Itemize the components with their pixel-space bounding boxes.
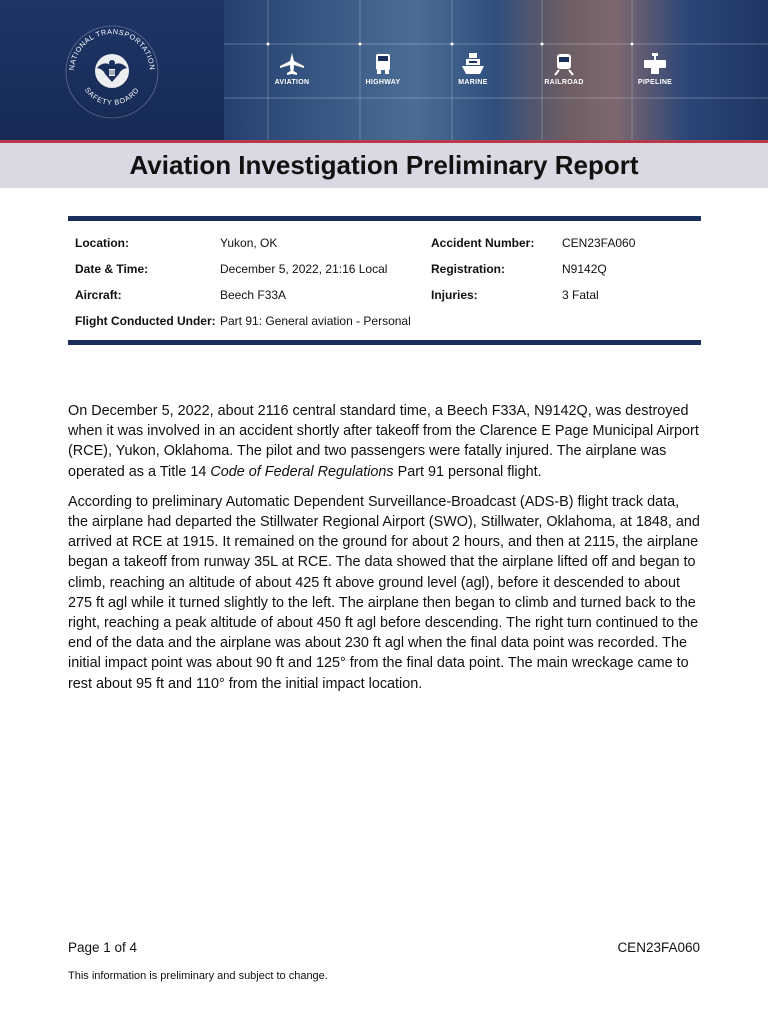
location-value: Yukon, OK	[220, 236, 278, 250]
accident-number-label: Accident Number:	[431, 236, 535, 250]
header-banner	[0, 0, 768, 140]
aircraft-label: Aircraft:	[75, 288, 122, 302]
pipeline-icon	[642, 52, 668, 76]
mode-railroad: RAILROAD	[529, 52, 599, 86]
details-row	[68, 282, 701, 308]
mode-pipeline: PIPELINE	[620, 52, 690, 86]
cfr-italic: Code of Federal Regulations	[210, 463, 394, 480]
flight-conducted-label: Flight Conducted Under:	[75, 314, 216, 328]
flight-conducted-value: Part 91: General aviation - Personal	[220, 314, 411, 328]
details-row	[68, 230, 701, 256]
accident-number-value: CEN23FA060	[562, 236, 636, 250]
report-body	[68, 401, 700, 704]
details-row	[68, 256, 701, 282]
registration-label: Registration:	[431, 262, 506, 276]
location-label: Location:	[75, 236, 129, 250]
truck-icon	[370, 52, 396, 76]
preliminary-disclaimer: This information is preliminary and subject to change.	[68, 970, 328, 982]
train-icon	[551, 52, 577, 76]
mode-aviation: AVIATION	[257, 52, 327, 86]
ship-icon	[460, 52, 486, 76]
report-details-table	[68, 216, 701, 345]
injuries-label: Injuries:	[431, 288, 478, 302]
footer-doc-number: CEN23FA060	[617, 940, 700, 955]
mode-marine: MARINE	[438, 52, 508, 86]
aircraft-value: Beech F33A	[220, 288, 287, 302]
svg-text:SAFETY BOARD: SAFETY BOARD	[82, 85, 142, 107]
datetime-label: Date & Time:	[75, 262, 149, 276]
body-paragraph-1: On December 5, 2022, about 2116 central standard time, a Beech F33A, N9142Q, was destroyed when it was involved in an accident shortly after takeoff from the Clarence E Page Municipal Airport (RCE), Yukon, Oklahoma. The pilot and two passengers were fatally injured. The airplane was operated as a Title 14 Code of Federal Regulations Part 91 personal flight.	[68, 403, 699, 480]
airplane-icon	[279, 52, 305, 76]
injuries-value: 3 Fatal	[562, 288, 599, 302]
ntsb-seal-logo	[64, 24, 160, 120]
datetime-value: December 5, 2022, 21:16 Local	[220, 262, 388, 276]
svg-text:NATIONAL TRANSPORTATION: NATIONAL TRANSPORTATION	[66, 26, 158, 71]
page-number: Page 1 of 4	[68, 940, 138, 955]
body-paragraph-2: According to preliminary Automatic Dependent Surveillance-Broadcast (ADS-B) flight track data, the airplane had departed the Stillwater Regional Airport (SWO), Stillwater, Oklahoma, at 1848, and arrived at RCE at 1915. It remained on the ground for about 2 hours, and then at 2115, the airplane began a takeoff from runway 35L at RCE. The data showed that the airplane lifted off and began to climb, reaching an altitude of about 425 ft above ground level (agl), before it descended to about 275 ft agl while it turned slightly to the left. The airplane then began to climb and turned back to the right, reaching a peak altitude of about 450 ft agl before descending. The right turn continued to the end of the data and the airplane was about 230 ft agl when the final data point was recorded. The initial impact point was about 90 ft and 125° from the final data point. The main wreckage came to rest about 95 ft and 110° from the initial impact location.	[68, 493, 700, 692]
mode-highway: HIGHWAY	[348, 52, 418, 86]
registration-value: N9142Q	[562, 262, 607, 276]
report-title: Aviation Investigation Preliminary Report	[129, 150, 639, 180]
report-title-bar	[0, 140, 768, 188]
details-row	[68, 308, 701, 334]
